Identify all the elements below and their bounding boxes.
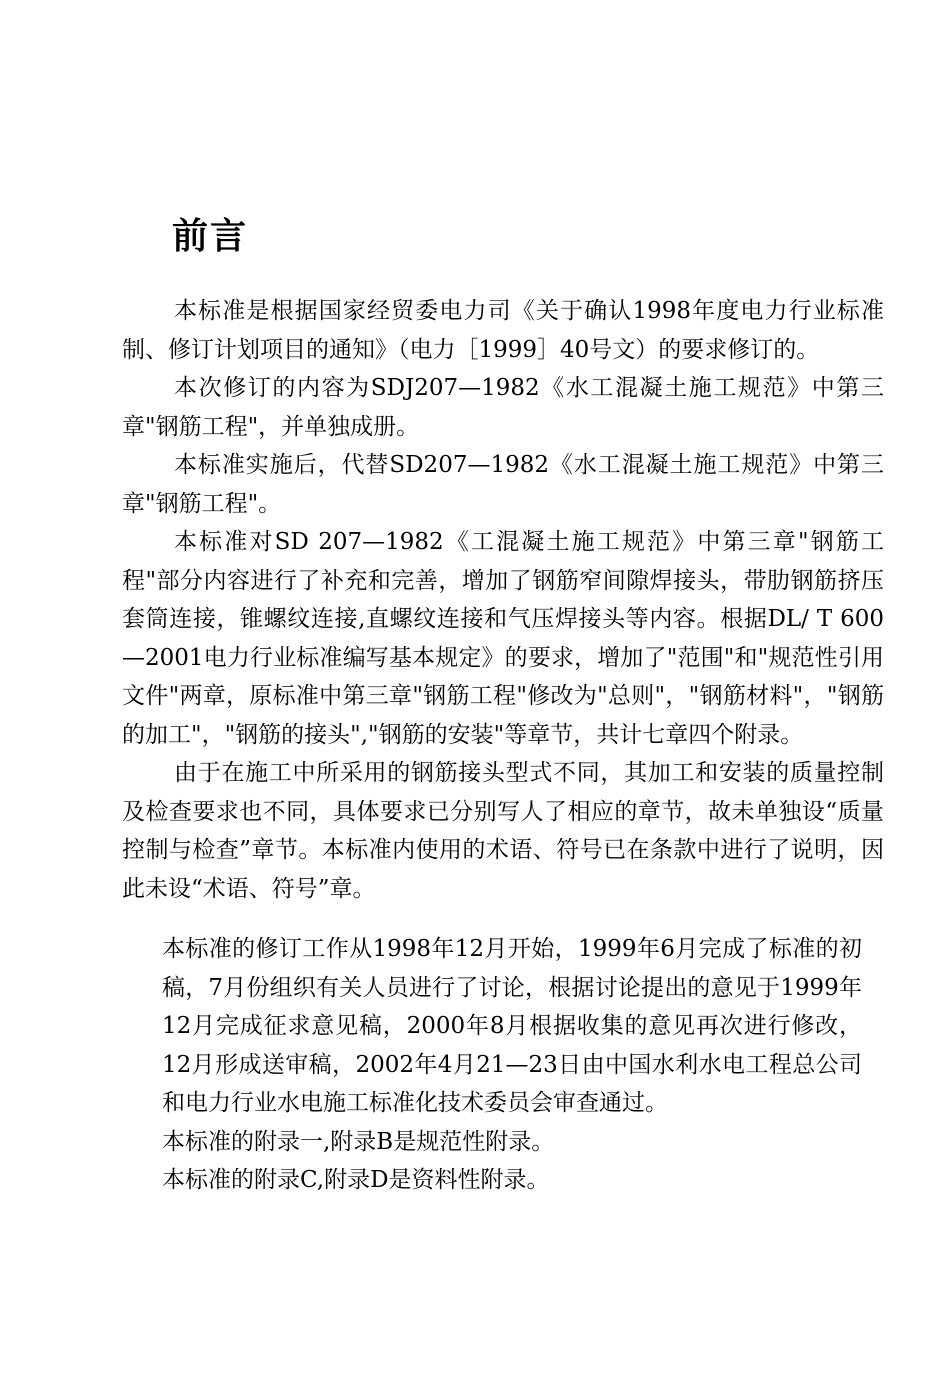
- paragraph-revision-scope: 本次修订的内容为SDJ207—1982《水工混凝土施工规范》中第三章"钢筋工程"，并单独成册。: [122, 375, 884, 440]
- paragraph-additions: 本标准对SD 207—1982《工混凝土施工规范》中第三章"钢筋工程"部分内容进行了补充和完善，增加了钢筋窄间隙焊接头，带肋钢筋挤压套筒连接，锥螺纹连接,直螺纹连接和气压焊接头等内容。根据DL/ T 600—2001电力行业标准编写基本规定》的要求，增加了"范围"和"规范性引用文件"两章，原标准中第三章"钢筋工程"修改为"总则"，"钢筋材料"，"钢筋的加工"，"钢筋的接头","钢筋的安装"等章节，共计七章四个附录。: [122, 529, 884, 748]
- paragraph-basis: 本标准是根据国家经贸委电力司《关于确认1998年度电力行业标准制、修订计划项目的通知》（电力［1999］40号文）的要求修订的。: [122, 298, 884, 363]
- preface-body-narrow: [162, 930, 862, 1200]
- paragraph-quality-control: 由于在施工中所采用的钢筋接头型式不同，其加工和安装的质量控制及检查要求也不同，具体要求已分别写人了相应的章节，故未单独设“质量控制与检查”章节。本标准内使用的术语、符号已在条款中进行了说明，因此未设“术语、符号”章。: [122, 760, 884, 902]
- page-title: 前言: [172, 216, 249, 257]
- paragraph-replacement: 本标准实施后，代替SD207—1982《水工混凝土施工规范》中第三章"钢筋工程"。: [122, 452, 884, 517]
- paragraph-revision-history: 本标准的修订工作从1998年12月开始，1999年6月完成了标准的初稿，7月份组织有关人员进行了讨论，根据讨论提出的意见于1999年12月完成征求意见稿，2000年8月根据收集的意见再次进行修改，12月形成送审稿，2002年4月21—23日由中国水利水电工程总公司和电力行业水电施工标准化技术委员会审查通过。: [162, 936, 862, 1116]
- paragraph-informative-appendix: 本标准的附录C,附录D是资料性附录。: [162, 1167, 550, 1193]
- preface-body: [122, 292, 884, 908]
- paragraph-normative-appendix: 本标准的附录一,附录B是规范性附录。: [162, 1128, 555, 1155]
